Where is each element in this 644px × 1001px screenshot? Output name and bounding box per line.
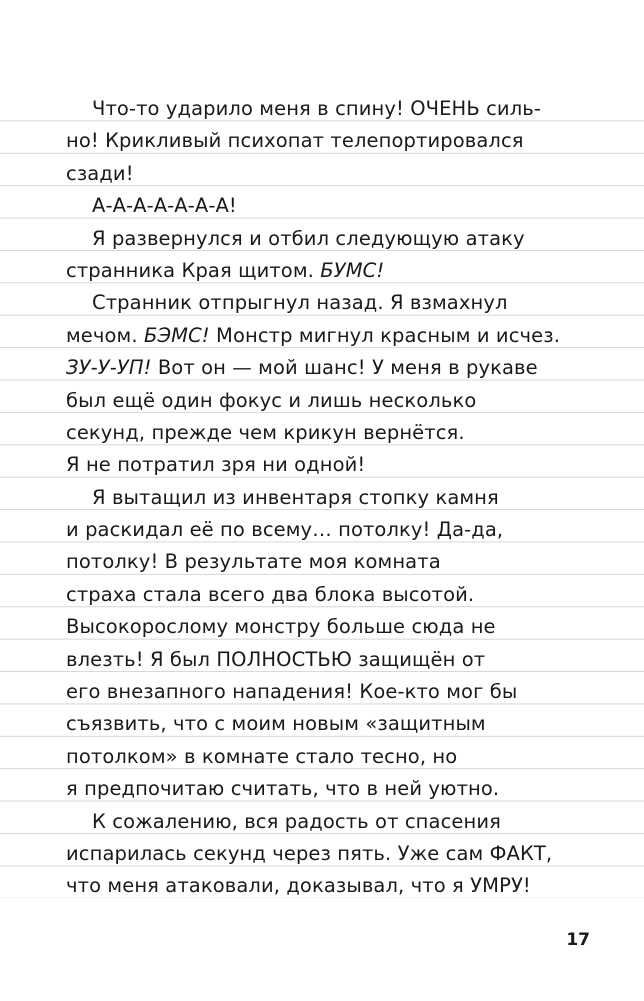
text-line: сзади! [66, 161, 134, 185]
text-line: съязвить, что с моим новым «защитным [66, 712, 486, 736]
bottom-margin [0, 898, 644, 1001]
top-margin [0, 0, 644, 92]
text-line: влезть! Я был ПОЛНОСТЬЮ защищён от [66, 647, 486, 671]
text-line: Я вытащил из инвентаря стопку камня [92, 485, 499, 509]
text-line: что меня атаковали, доказывал, что я УМРУ! [66, 874, 531, 898]
text-line [66, 352, 586, 384]
text-line [66, 255, 586, 287]
text-fragment: странника Края щитом. [66, 258, 321, 282]
text-line: Я не потратил зря ни одной! [66, 453, 366, 477]
sound-effect: БЭМС! [143, 323, 210, 347]
text-line: потолку! В результате моя комната [66, 550, 441, 574]
text-fragment: мечом. [66, 323, 144, 347]
text-line: А-А-А-А-А-А-А! [92, 194, 237, 218]
text-line: Что-то ударило меня в спину! ОЧЕНЬ силь- [92, 97, 541, 120]
body-text [66, 93, 586, 903]
text-line: я предпочитаю считать, что в ней уютно. [66, 777, 500, 801]
text-line: Я развернулся и отбил следующую атаку [92, 226, 525, 250]
sound-effect: БУМС! [320, 258, 385, 282]
sound-effect: ЗУ-У-УП! [66, 356, 152, 380]
text-line: страха стала всего два блока высотой. [66, 582, 475, 606]
page-number: 17 [566, 930, 590, 950]
text-line: секунд, прежде чем крикун вернётся. [66, 420, 465, 444]
text-line: и раскидал её по всему… потолку! Да-да, [66, 518, 504, 542]
text-line: но! Крикливый психопат телепортировался [66, 129, 524, 153]
text-fragment: Монстр мигнул красным и исчез. [209, 323, 561, 347]
text-line: Странник отпрыгнул назад. Я взмахнул [92, 291, 508, 315]
text-line: К сожалению, вся радость от спасения [92, 809, 501, 833]
text-fragment: Вот он — мой шанс! У меня в рукаве [151, 356, 538, 380]
text-line: испарилась секунд через пять. Уже сам ФАКТ, [66, 841, 553, 865]
text-line: был ещё один фокус и лишь несколько [66, 388, 477, 412]
text-line: Высокорослому монстру больше сюда не [66, 615, 496, 639]
text-line: потолком» в комнате стало тесно, но [66, 744, 458, 768]
text-line [66, 320, 586, 352]
text-line: его внезапного нападения! Кое-кто мог бы [66, 680, 518, 704]
